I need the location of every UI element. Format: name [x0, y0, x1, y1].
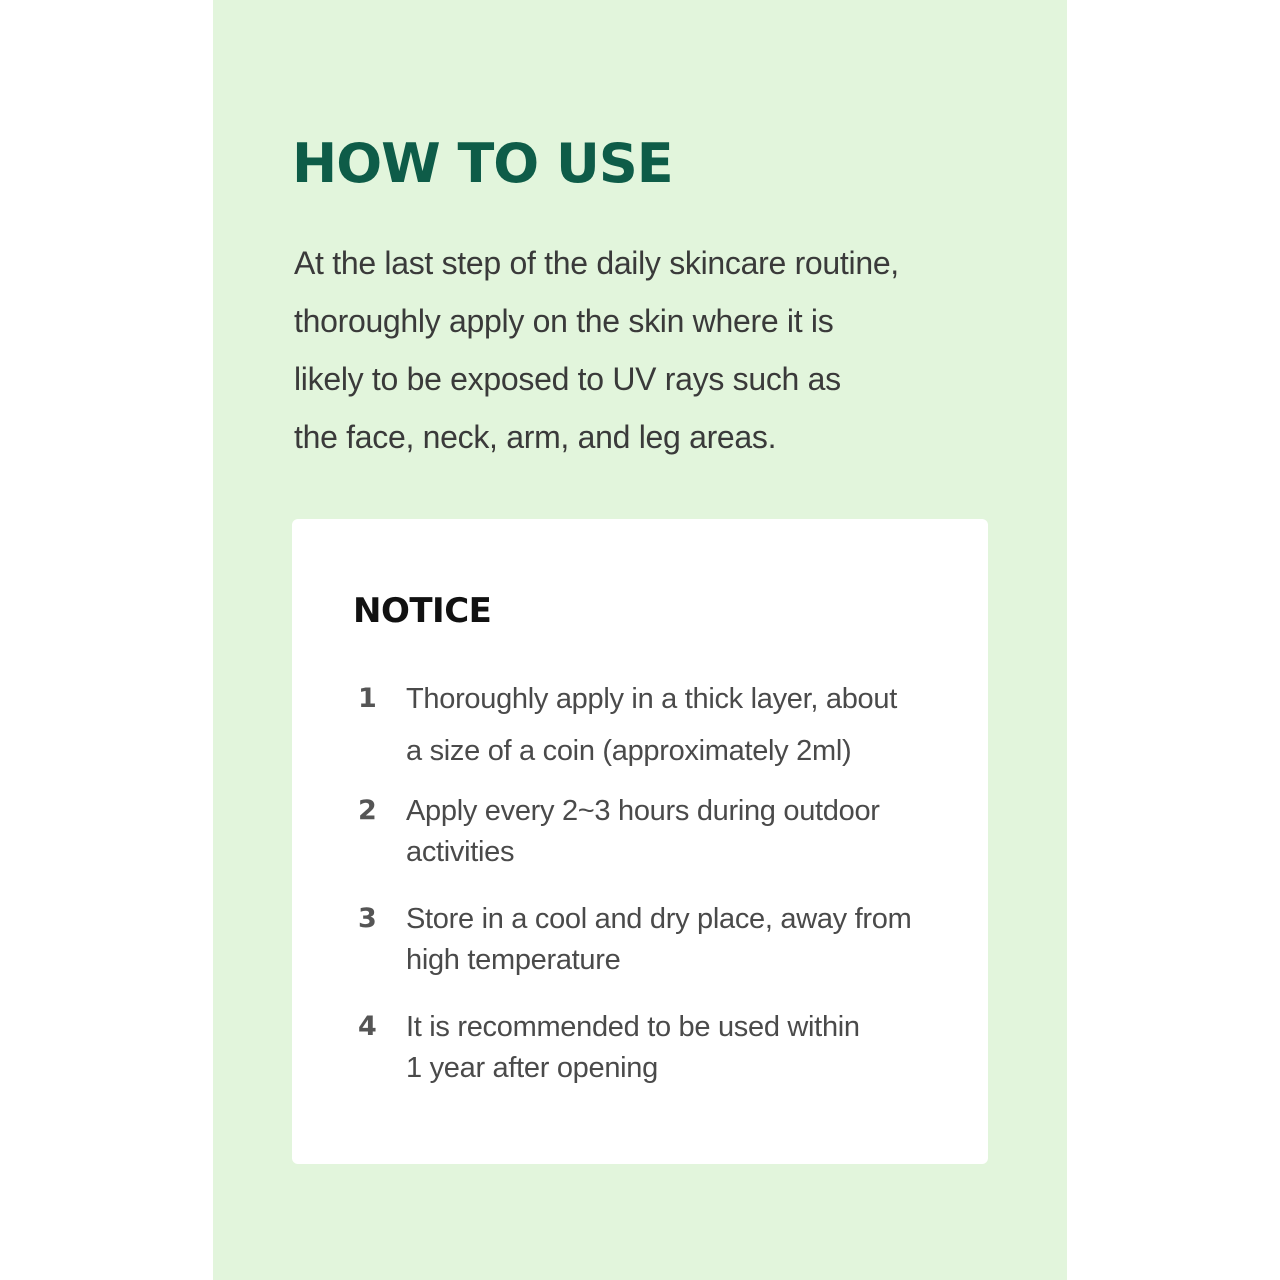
notice-item-text — [406, 791, 971, 873]
usage-instructions-line: At the last step of the daily skincare routine, — [294, 245, 899, 281]
notice-item-line: Store in a cool and dry place, away from — [406, 903, 912, 935]
how-to-use-panel — [213, 0, 1067, 1280]
notice-item-number: 1 — [358, 683, 377, 714]
notice-item-line: Apply every 2~3 hours during outdoor — [406, 795, 880, 827]
notice-item-line: 1 year after opening — [406, 1052, 658, 1084]
notice-item-line: a size of a coin (approximately 2ml) — [406, 735, 852, 767]
notice-title: NOTICE — [353, 591, 492, 631]
page-title: HOW TO USE — [292, 132, 673, 195]
notice-item-line: Thoroughly apply in a thick layer, about — [406, 683, 897, 715]
notice-item-line: high temperature — [406, 944, 621, 976]
notice-item-number: 4 — [358, 1011, 377, 1042]
usage-instructions-line: thoroughly apply on the skin where it is — [294, 303, 834, 339]
usage-instructions-line: likely to be exposed to UV rays such as — [294, 361, 841, 397]
notice-item-text — [406, 899, 971, 981]
notice-item-number: 2 — [358, 795, 377, 826]
notice-item-line: activities — [406, 836, 515, 868]
notice-item-number: 3 — [358, 903, 377, 934]
notice-item-text — [406, 673, 971, 777]
notice-item-text — [406, 1007, 971, 1089]
notice-card — [292, 519, 988, 1164]
notice-item-line: It is recommended to be used within — [406, 1011, 860, 1043]
usage-instructions — [294, 234, 1034, 466]
usage-instructions-line: the face, neck, arm, and leg areas. — [294, 419, 777, 455]
